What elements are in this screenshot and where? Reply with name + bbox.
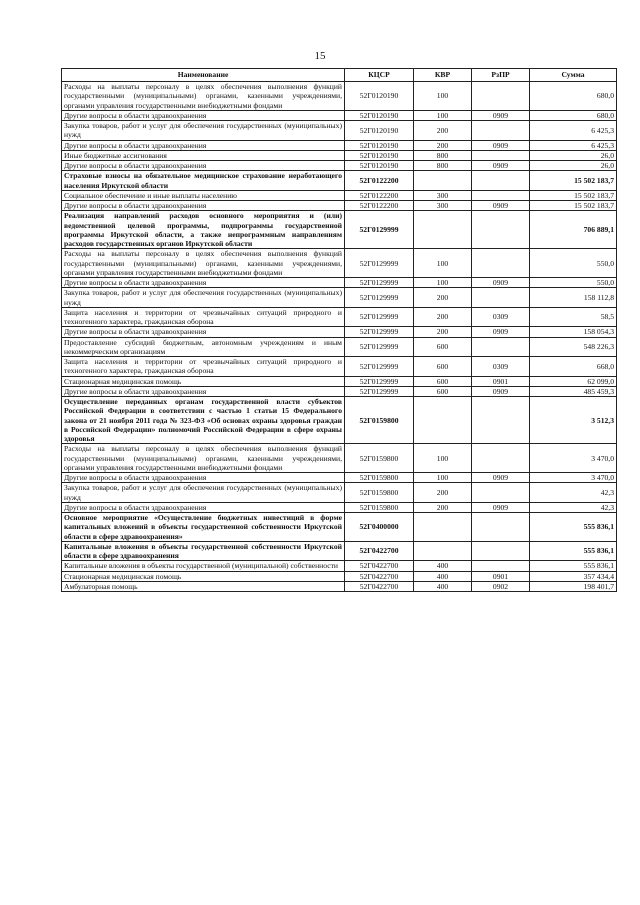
table-row <box>62 110 617 120</box>
cell-name: Другие вопросы в области здравоохранения <box>62 327 345 337</box>
cell-name: Закупка товаров, работ и услуг для обеспечения государственных (муниципальных) нужд <box>62 483 345 503</box>
cell-name: Закупка товаров, работ и услуг для обеспечения государственных (муниципальных) нужд <box>62 288 345 308</box>
table-row <box>62 513 617 542</box>
table-row <box>62 140 617 150</box>
cell-name: Другие вопросы в области здравоохранения <box>62 201 345 211</box>
table-row <box>62 201 617 211</box>
cell-rzpr: 0902 <box>472 581 530 591</box>
cell-sum: 42,3 <box>530 483 617 503</box>
cell-kvr: 400 <box>414 561 472 571</box>
cell-kvr: 200 <box>414 483 472 503</box>
cell-sum: 3 470,0 <box>530 473 617 483</box>
cell-kvr: 200 <box>414 307 472 327</box>
cell-kcsr: 52Г0120190 <box>345 150 414 160</box>
cell-kvr: 100 <box>414 473 472 483</box>
cell-kvr: 200 <box>414 288 472 308</box>
cell-sum: 6 425,3 <box>530 121 617 141</box>
cell-kcsr: 52Г0129999 <box>345 327 414 337</box>
table-row <box>62 249 617 278</box>
table-row <box>62 561 617 571</box>
cell-rzpr: 0909 <box>472 386 530 396</box>
cell-kcsr: 52Г0422700 <box>345 561 414 571</box>
cell-sum: 548 226,3 <box>530 337 617 357</box>
cell-kcsr: 52Г0159800 <box>345 502 414 512</box>
cell-kcsr: 52Г0422700 <box>345 541 414 561</box>
table-row <box>62 502 617 512</box>
cell-rzpr <box>472 541 530 561</box>
cell-rzpr: 0909 <box>472 161 530 171</box>
cell-kcsr: 52Г0122200 <box>345 201 414 211</box>
header-rzpr: РзПР <box>472 69 530 82</box>
cell-kvr <box>414 513 472 542</box>
cell-rzpr: 0909 <box>472 140 530 150</box>
cell-kvr: 200 <box>414 121 472 141</box>
table-row <box>62 357 617 377</box>
cell-name: Расходы на выплаты персоналу в целях обеспечения выполнения функций государственными (муниципальными) органами, казенными учреждениями, органами управления государственными внебюджетными фондами <box>62 444 345 473</box>
page-number: 15 <box>314 50 326 62</box>
cell-kvr: 600 <box>414 376 472 386</box>
cell-name: Капитальные вложения в объекты государственной собственности Иркутской области в сфере здравоохранения <box>62 541 345 561</box>
cell-name: Основное мероприятие «Осуществление бюджетных инвестиций в форме капитальных вложений в объекты государственной собственности Иркутской области в сфере здравоохранения» <box>62 513 345 542</box>
cell-rzpr <box>472 288 530 308</box>
table-row <box>62 161 617 171</box>
cell-kvr: 100 <box>414 278 472 288</box>
cell-kvr: 100 <box>414 444 472 473</box>
cell-name: Расходы на выплаты персоналу в целях обеспечения выполнения функций государственными (муниципальными) органами, казенными учреждениями, органами управления государственными внебюджетными фондами <box>62 82 345 111</box>
cell-name: Другие вопросы в области здравоохранения <box>62 161 345 171</box>
cell-kcsr: 52Г0129999 <box>345 376 414 386</box>
table-row <box>62 121 617 141</box>
budget-table <box>61 68 617 592</box>
cell-name: Защита населения и территории от чрезвычайных ситуаций природного и техногенного характера, гражданская оборона <box>62 357 345 377</box>
cell-kcsr: 52Г0159800 <box>345 444 414 473</box>
cell-name: Другие вопросы в области здравоохранения <box>62 502 345 512</box>
cell-rzpr <box>472 82 530 111</box>
cell-kcsr: 52Г0159800 <box>345 483 414 503</box>
cell-kvr: 300 <box>414 201 472 211</box>
cell-name: Стационарная медицинская помощь <box>62 571 345 581</box>
table-row <box>62 541 617 561</box>
cell-sum: 62 099,0 <box>530 376 617 386</box>
cell-sum: 3 512,3 <box>530 397 617 444</box>
cell-rzpr: 0909 <box>472 110 530 120</box>
cell-sum: 550,0 <box>530 249 617 278</box>
cell-sum: 706 889,1 <box>530 211 617 249</box>
cell-sum: 680,0 <box>530 82 617 111</box>
cell-kcsr: 52Г0120190 <box>345 82 414 111</box>
table-row <box>62 82 617 111</box>
cell-kvr <box>414 211 472 249</box>
cell-rzpr <box>472 337 530 357</box>
cell-rzpr: 0909 <box>472 278 530 288</box>
table-row <box>62 171 617 191</box>
cell-kvr: 800 <box>414 161 472 171</box>
table-row <box>62 211 617 249</box>
cell-name: Капитальные вложения в объекты государственной (муниципальной) собственности <box>62 561 345 571</box>
cell-sum: 198 401,7 <box>530 581 617 591</box>
cell-kvr: 400 <box>414 581 472 591</box>
cell-sum: 15 502 183,7 <box>530 201 617 211</box>
cell-rzpr: 0901 <box>472 376 530 386</box>
cell-name: Иные бюджетные ассигнования <box>62 150 345 160</box>
table-row <box>62 190 617 200</box>
cell-kcsr: 52Г0422700 <box>345 581 414 591</box>
cell-rzpr <box>472 397 530 444</box>
cell-kcsr: 52Г0129999 <box>345 288 414 308</box>
cell-rzpr <box>472 513 530 542</box>
cell-kcsr: 52Г0129999 <box>345 357 414 377</box>
cell-kvr: 200 <box>414 502 472 512</box>
cell-rzpr: 0909 <box>472 201 530 211</box>
cell-kvr <box>414 397 472 444</box>
table-row <box>62 376 617 386</box>
cell-name: Амбулаторная помощь <box>62 581 345 591</box>
cell-rzpr: 0309 <box>472 357 530 377</box>
cell-sum: 58,5 <box>530 307 617 327</box>
cell-sum: 485 459,3 <box>530 386 617 396</box>
cell-rzpr <box>472 150 530 160</box>
header-sum: Сумма <box>530 69 617 82</box>
cell-sum: 555 836,1 <box>530 541 617 561</box>
cell-name: Социальное обеспечение и иные выплаты населению <box>62 190 345 200</box>
cell-name: Осуществление переданных органам государственной власти субъектов Российской Федерации в соответствии с частью 1 статьи 15 Федерального закона от 21 ноября 2011 года № 323-ФЗ «Об основах охраны здоровья граждан в Российской Федерации» полномочий Российской Федерации в сфере охраны здоровья <box>62 397 345 444</box>
table-row <box>62 473 617 483</box>
cell-sum: 357 434,4 <box>530 571 617 581</box>
cell-kcsr: 52Г0422700 <box>345 571 414 581</box>
cell-kcsr: 52Г0129999 <box>345 278 414 288</box>
cell-sum: 26,0 <box>530 150 617 160</box>
table-row <box>62 397 617 444</box>
table-row <box>62 288 617 308</box>
cell-sum: 550,0 <box>530 278 617 288</box>
cell-sum: 3 470,0 <box>530 444 617 473</box>
cell-name: Другие вопросы в области здравоохранения <box>62 140 345 150</box>
table-row <box>62 581 617 591</box>
cell-kcsr: 52Г0120190 <box>345 161 414 171</box>
cell-kcsr: 52Г0129999 <box>345 249 414 278</box>
cell-kcsr: 52Г0120190 <box>345 110 414 120</box>
cell-sum: 15 502 183,7 <box>530 171 617 191</box>
cell-name: Закупка товаров, работ и услуг для обеспечения государственных (муниципальных) нужд <box>62 121 345 141</box>
cell-name: Стационарная медицинская помощь <box>62 376 345 386</box>
cell-name: Страховые взносы на обязательное медицинское страхование неработающего населения Иркутской области <box>62 171 345 191</box>
cell-sum: 555 836,1 <box>530 513 617 542</box>
cell-rzpr: 0909 <box>472 327 530 337</box>
cell-sum: 158 054,3 <box>530 327 617 337</box>
cell-kvr: 200 <box>414 140 472 150</box>
cell-kvr: 600 <box>414 337 472 357</box>
cell-kcsr: 52Г0122200 <box>345 190 414 200</box>
cell-name: Другие вопросы в области здравоохранения <box>62 278 345 288</box>
cell-sum: 26,0 <box>530 161 617 171</box>
cell-kvr: 300 <box>414 190 472 200</box>
table-header-row <box>62 69 617 82</box>
cell-kcsr: 52Г0122200 <box>345 171 414 191</box>
cell-rzpr <box>472 211 530 249</box>
cell-kcsr: 52Г0120190 <box>345 140 414 150</box>
cell-kvr: 100 <box>414 249 472 278</box>
cell-name: Предоставление субсидий бюджетным, автономным учреждениям и иным некоммерческим организациям <box>62 337 345 357</box>
table-row <box>62 327 617 337</box>
cell-sum: 6 425,3 <box>530 140 617 150</box>
cell-name: Реализация направлений расходов основного мероприятия и (или) ведомственной целевой программы, подпрограммы государственной программы Иркутской области, а также непрограммным направлениям расходов государственных органов Иркутской области <box>62 211 345 249</box>
cell-kcsr: 52Г0159800 <box>345 473 414 483</box>
table-row <box>62 571 617 581</box>
cell-rzpr <box>472 171 530 191</box>
cell-kcsr: 52Г0129999 <box>345 211 414 249</box>
cell-kcsr: 52Г0159800 <box>345 397 414 444</box>
cell-kvr: 100 <box>414 110 472 120</box>
table-row <box>62 307 617 327</box>
cell-rzpr: 0309 <box>472 307 530 327</box>
cell-kvr: 200 <box>414 327 472 337</box>
cell-sum: 668,0 <box>530 357 617 377</box>
cell-kvr: 400 <box>414 571 472 581</box>
header-name: Наименование <box>62 69 345 82</box>
cell-rzpr: 0909 <box>472 502 530 512</box>
cell-kcsr: 52Г0120190 <box>345 121 414 141</box>
cell-rzpr <box>472 249 530 278</box>
cell-rzpr <box>472 444 530 473</box>
cell-name: Другие вопросы в области здравоохранения <box>62 386 345 396</box>
table-row <box>62 444 617 473</box>
cell-kvr <box>414 171 472 191</box>
cell-kcsr: 52Г0400000 <box>345 513 414 542</box>
cell-kcsr: 52Г0129999 <box>345 307 414 327</box>
header-kcsr: КЦСР <box>345 69 414 82</box>
cell-sum: 42,3 <box>530 502 617 512</box>
cell-name: Другие вопросы в области здравоохранения <box>62 473 345 483</box>
header-kvr: КВР <box>414 69 472 82</box>
table-row <box>62 337 617 357</box>
cell-rzpr: 0901 <box>472 571 530 581</box>
cell-kcsr: 52Г0129999 <box>345 337 414 357</box>
cell-sum: 680,0 <box>530 110 617 120</box>
cell-name: Расходы на выплаты персоналу в целях обеспечения выполнения функций государственными (муниципальными) органами, казенными учреждениями, органами управления государственными внебюджетными фондами <box>62 249 345 278</box>
table-row <box>62 386 617 396</box>
cell-kvr: 800 <box>414 150 472 160</box>
table-row <box>62 278 617 288</box>
cell-kvr: 100 <box>414 82 472 111</box>
cell-sum: 555 836,1 <box>530 561 617 571</box>
cell-kvr: 600 <box>414 386 472 396</box>
cell-rzpr: 0909 <box>472 473 530 483</box>
cell-name: Другие вопросы в области здравоохранения <box>62 110 345 120</box>
cell-sum: 158 112,8 <box>530 288 617 308</box>
cell-rzpr <box>472 121 530 141</box>
cell-kvr <box>414 541 472 561</box>
cell-kcsr: 52Г0129999 <box>345 386 414 396</box>
cell-rzpr <box>472 483 530 503</box>
cell-sum: 15 502 183,7 <box>530 190 617 200</box>
table-row <box>62 150 617 160</box>
table-row <box>62 483 617 503</box>
cell-name: Защита населения и территории от чрезвычайных ситуаций природного и техногенного характера, гражданская оборона <box>62 307 345 327</box>
cell-rzpr <box>472 561 530 571</box>
cell-rzpr <box>472 190 530 200</box>
cell-kvr: 600 <box>414 357 472 377</box>
